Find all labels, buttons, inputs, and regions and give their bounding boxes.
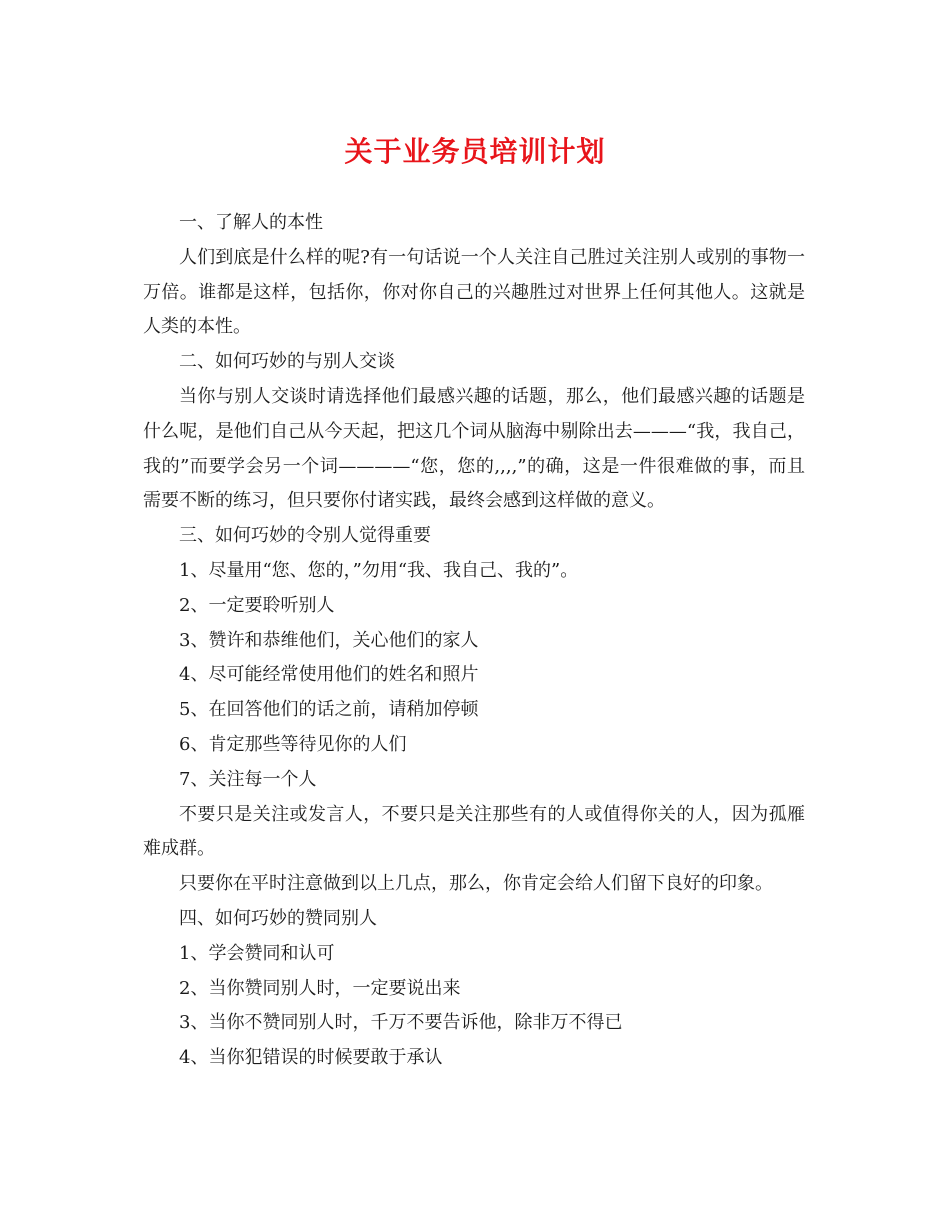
document-body [143,206,805,1076]
list-item: 7、关注每一个人 [179,768,317,790]
list-item: 1、尽量用“您、您的，”勿用“我、我自己、我的”。 [179,559,579,581]
section-heading-4: 四、如何巧妙的赞同别人 [179,907,377,929]
document-title: 关于业务员培训计划 [344,135,606,168]
list-item: 4、尽可能经常使用他们的姓名和照片 [179,664,479,686]
list-item: 6、肯定那些等待见你的人们 [179,733,407,755]
section-heading-2: 二、如何巧妙的与别人交谈 [179,351,395,373]
section-heading-1: 一、了解人的本性 [179,212,323,233]
paragraph: 当你与别人交谈时请选择他们最感兴趣的话题，那么，他们最感兴趣的话题是什么呢，是他们自己从今天起，把这几个词从脑海中剔除出去———“我，我自己，我的”而要学会另一个词————“您，您的,,,,”的确，这是一件很难做的事，而且需要不断的练习，但只要你付诸实践，最终会感到这样做的意义。 [143,385,805,512]
list-item: 2、一定要聆听别人 [179,594,335,616]
list-item: 3、赞许和恭维他们，关心他们的家人 [179,629,479,651]
paragraph: 不要只是关注或发言人，不要只是关注那些有的人或值得你关的人，因为孤雁难成群。 [143,803,805,860]
section-heading-3: 三、如何巧妙的令别人觉得重要 [179,525,431,547]
paragraph: 只要你在平时注意做到以上几点，那么，你肯定会给人们留下良好的印象。 [179,873,773,895]
list-item: 1、学会赞同和认可 [179,942,335,964]
paragraph: 人们到底是什么样的呢?有一句话说一个人关注自己胜过关注别人或别的事物一万倍。谁都是这样，包括你，你对你自己的兴趣胜过对世界上任何其他人。这就是人类的本性。 [143,246,805,338]
list-item: 5、在回答他们的话之前，请稍加停顿 [179,699,479,721]
list-item: 4、当你犯错误的时候要敢于承认 [179,1047,443,1069]
list-item: 3、当你不赞同别人时，千万不要告诉他，除非万不得已 [179,1012,623,1034]
list-item: 2、当你赞同别人时，一定要说出来 [179,977,461,999]
